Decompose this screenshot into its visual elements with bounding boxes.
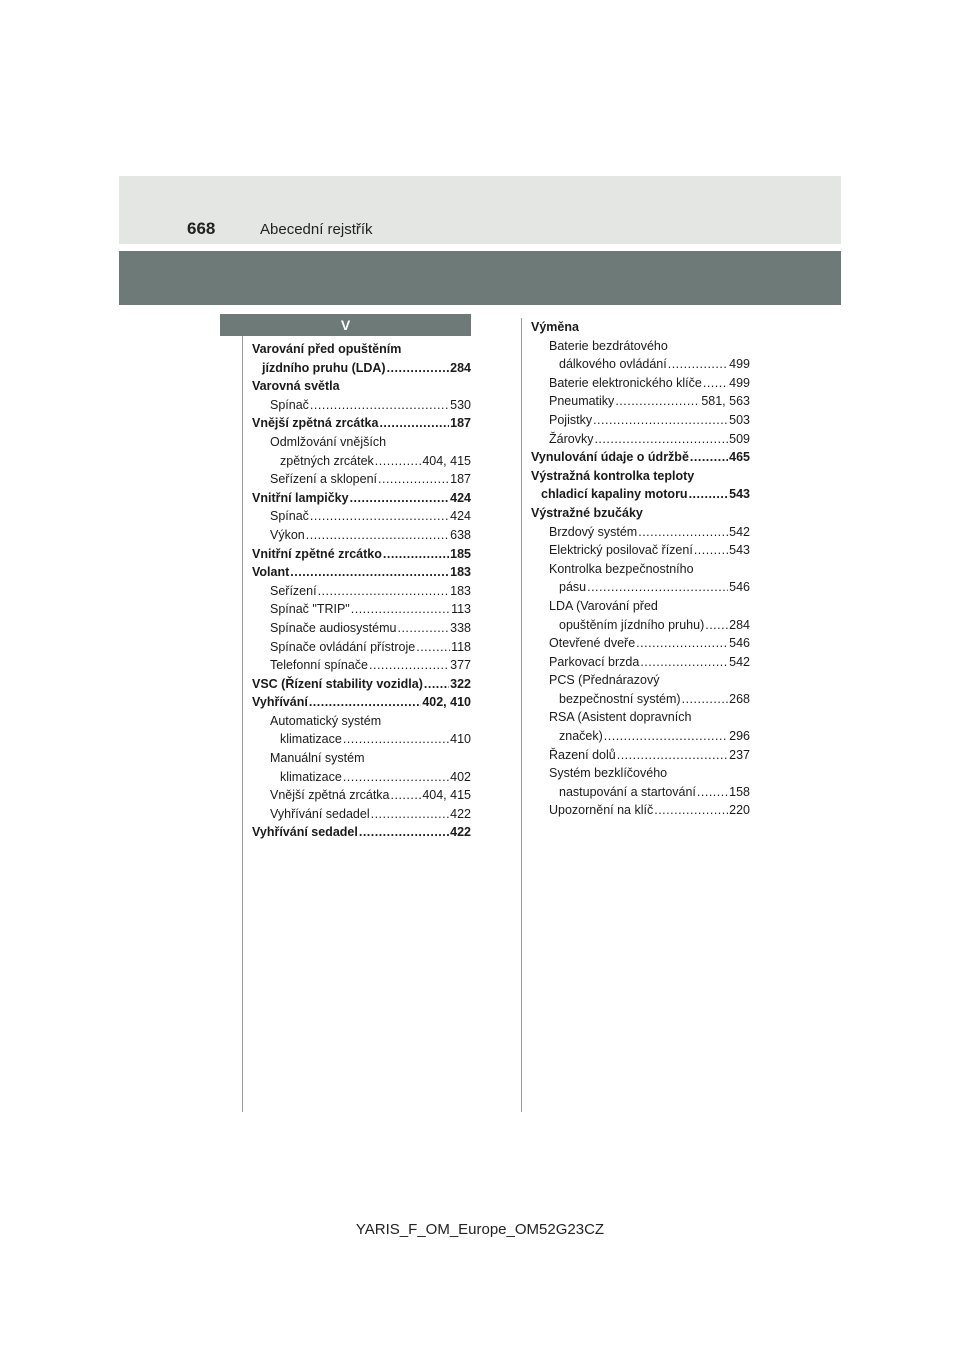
entry-label: jízdního pruhu (LDA): [262, 360, 386, 375]
entry-page-ref: 424: [450, 490, 471, 505]
entry-label: Upozornění na klíč: [549, 803, 654, 818]
entry-label: Pneumatiky: [549, 394, 615, 409]
entry-page-ref: 542: [729, 524, 750, 539]
dot-leader: [689, 485, 729, 504]
entry-page-ref: 404, 415: [422, 453, 471, 468]
index-entry: [531, 411, 750, 430]
entry-page-ref: 237: [729, 747, 750, 762]
index-entry: [252, 470, 471, 489]
dot-leader: [310, 396, 449, 415]
index-entry: [252, 768, 471, 787]
index-entry: [531, 578, 750, 597]
entry-page-ref: 530: [450, 397, 471, 412]
index-entry: [531, 634, 750, 653]
index-entry: [531, 801, 750, 820]
dot-leader: [705, 616, 728, 635]
dot-leader: [318, 582, 450, 601]
index-entry: [252, 730, 471, 749]
index-entry: [252, 545, 471, 564]
entry-label: chladicí kapaliny motoru: [541, 487, 688, 502]
index-entry: [252, 823, 471, 842]
entry-label: Otevřené dveře: [549, 636, 636, 651]
entry-label: dálkového ovládání: [559, 357, 667, 372]
index-entry: [531, 485, 750, 504]
index-entry: Systém bezklíčového: [549, 766, 668, 781]
index-entry: Výstražná kontrolka teploty: [531, 468, 695, 483]
entry-page-ref: 546: [729, 636, 750, 651]
entry-page-ref: 377: [450, 658, 471, 673]
entry-page-ref: 546: [729, 580, 750, 595]
index-entry: [531, 523, 750, 542]
entry-label: Vyhřívání sedadel: [270, 806, 370, 821]
dot-leader: [615, 392, 700, 411]
index-entry: [531, 690, 750, 709]
dot-leader: [638, 523, 728, 542]
entry-page-ref: 338: [450, 620, 471, 635]
entry-label: Vnější zpětná zrcátka: [252, 416, 379, 431]
index-entry: PCS (Přednárazový: [549, 673, 660, 688]
dot-leader: [617, 746, 728, 765]
dot-leader: [350, 489, 450, 508]
dot-leader: [587, 578, 728, 597]
entry-label: Seřízení: [270, 583, 317, 598]
entry-page-ref: 424: [450, 509, 471, 524]
entry-page-ref: 183: [450, 583, 471, 598]
index-entry: [252, 452, 471, 471]
dot-leader: [383, 545, 449, 564]
index-entry: LDA (Varování před: [549, 598, 658, 613]
entry-label: opuštěním jízdního pruhu): [559, 617, 705, 632]
dot-leader: [343, 730, 449, 749]
dot-leader: [416, 638, 450, 657]
index-entry: Varovná světla: [252, 379, 340, 394]
entry-page-ref: 422: [450, 825, 471, 840]
entry-label: Žárovky: [549, 431, 594, 446]
dot-leader: [379, 414, 449, 433]
entry-page-ref: 465: [729, 450, 750, 465]
index-entry: [252, 786, 471, 805]
entry-page-ref: 422: [450, 806, 471, 821]
dot-leader: [694, 541, 728, 560]
entry-page-ref: 118: [451, 639, 471, 654]
entry-label: Pojistky: [549, 412, 593, 427]
entry-label: Vyhřívání sedadel: [252, 825, 358, 840]
index-entry: Varování před opuštěním: [252, 342, 402, 356]
entry-label: Parkovací brzda: [549, 654, 640, 669]
entry-page-ref: 542: [729, 654, 750, 669]
index-entry: [252, 675, 471, 694]
index-entry: [252, 693, 471, 712]
entry-label: Spínač "TRIP": [270, 602, 350, 617]
index-entry: [531, 355, 750, 374]
entry-page-ref: 581, 563: [701, 394, 750, 409]
entry-label: zpětných zrcátek: [280, 453, 374, 468]
index-entry: [531, 653, 750, 672]
index-entry: [531, 746, 750, 765]
index-entry: [531, 616, 750, 635]
index-entry: [252, 359, 471, 378]
entry-label: Vyhřívání: [252, 695, 308, 710]
entry-page-ref: 185: [450, 546, 471, 561]
dot-leader: [594, 430, 728, 449]
dot-leader: [604, 727, 728, 746]
dot-leader: [593, 411, 728, 430]
entry-label: Spínač: [270, 509, 309, 524]
index-entry: [252, 396, 471, 415]
entry-label: klimatizace: [280, 769, 342, 784]
index-entry: [531, 541, 750, 560]
entry-page-ref: 499: [729, 357, 750, 372]
dot-leader: [636, 634, 728, 653]
entry-page-ref: 187: [450, 416, 471, 431]
dot-leader: [306, 526, 449, 545]
index-entry: [531, 430, 750, 449]
header-bar: [119, 251, 841, 305]
index-entry: [252, 526, 471, 545]
index-entry: [252, 489, 471, 508]
dot-leader: [654, 801, 728, 820]
entry-page-ref: 284: [450, 360, 471, 375]
entry-page-ref: 404, 415: [422, 788, 471, 803]
entry-label: klimatizace: [280, 732, 342, 747]
index-column-right: [531, 318, 750, 820]
entry-label: bezpečnostní systém): [559, 691, 681, 706]
index-entry: Kontrolka bezpečnostního: [549, 561, 694, 576]
dot-leader: [371, 805, 450, 824]
entry-label: Vnitřní lampičky: [252, 490, 349, 505]
entry-label: pásu: [559, 580, 587, 595]
header-band: [119, 176, 841, 244]
dot-leader: [424, 675, 449, 694]
entry-page-ref: 268: [729, 691, 750, 706]
entry-label: Elektrický posilovač řízení: [549, 543, 693, 558]
index-entry: [252, 507, 471, 526]
index-column-left: [252, 340, 471, 842]
entry-page-ref: 638: [450, 527, 471, 542]
entry-page-ref: 543: [729, 487, 750, 502]
entry-label: Telefonní spínače: [270, 658, 368, 673]
entry-label: Seřízení a sklopení: [270, 472, 378, 487]
page-number: 668: [187, 219, 216, 238]
entry-label: Spínač: [270, 397, 309, 412]
index-entry: RSA (Asistent dopravních: [549, 710, 692, 725]
index-entry: Odmlžování vnějších: [270, 434, 387, 449]
entry-page-ref: 296: [729, 729, 750, 744]
dot-leader: [351, 600, 450, 619]
index-entry: [531, 392, 750, 411]
entry-label: Vynulování údaje o údržbě: [531, 450, 689, 465]
entry-label: značek): [559, 729, 603, 744]
dot-leader: [668, 355, 728, 374]
dot-leader: [397, 619, 449, 638]
dot-leader: [697, 783, 728, 802]
index-entry: [252, 414, 471, 433]
entry-page-ref: 322: [450, 676, 471, 691]
entry-label: Baterie elektronického klíče: [549, 375, 702, 390]
dot-leader: [369, 656, 449, 675]
entry-label: nastupování a startování: [559, 784, 696, 799]
entry-label: Vnější zpětná zrcátka: [270, 788, 390, 803]
dot-leader: [359, 823, 449, 842]
index-entry: Výstražné bzučáky: [531, 505, 643, 520]
entry-page-ref: 183: [450, 565, 471, 580]
index-letter-heading: V: [220, 314, 471, 336]
dot-leader: [378, 470, 449, 489]
column-divider-right: [521, 318, 522, 1112]
index-entry: [531, 783, 750, 802]
dot-leader: [682, 690, 729, 709]
entry-label: Řazení dolů: [549, 747, 616, 762]
entry-page-ref: 113: [451, 602, 471, 617]
entry-page-ref: 499: [729, 375, 750, 390]
index-entry: Baterie bezdrátového: [549, 338, 668, 353]
document-code-footer: YARIS_F_OM_Europe_OM52G23CZ: [355, 1221, 605, 1238]
entry-label: Vnitřní zpětné zrcátko: [252, 546, 382, 561]
entry-page-ref: 187: [450, 472, 471, 487]
index-entry: [531, 448, 750, 467]
index-entry: [252, 619, 471, 638]
index-entry: [531, 727, 750, 746]
entry-page-ref: 402, 410: [422, 695, 471, 710]
dot-leader: [309, 693, 422, 712]
dot-leader: [343, 768, 449, 787]
index-entry: Manuální systém: [270, 751, 365, 766]
dot-leader: [387, 359, 450, 378]
entry-page-ref: 402: [450, 769, 471, 784]
dot-leader: [375, 452, 422, 471]
dot-leader: [703, 374, 728, 393]
entry-label: Spínače ovládání přístroje: [270, 639, 416, 654]
index-entry: [252, 600, 471, 619]
index-entry: [252, 656, 471, 675]
entry-page-ref: 284: [729, 617, 750, 632]
entry-page-ref: 158: [729, 784, 750, 799]
dot-leader: [290, 563, 449, 582]
entry-page-ref: 410: [450, 732, 471, 747]
entry-page-ref: 503: [729, 412, 750, 427]
entry-label: VSC (Řízení stability vozidla): [252, 676, 423, 691]
entry-label: Volant: [252, 565, 290, 580]
index-entry: [252, 563, 471, 582]
entry-page-ref: 220: [729, 803, 750, 818]
dot-leader: [640, 653, 728, 672]
index-entry: [252, 582, 471, 601]
entry-label: Brzdový systém: [549, 524, 638, 539]
column-divider-left: [242, 336, 243, 1112]
index-entry: Výměna: [531, 320, 579, 334]
dot-leader: [391, 786, 422, 805]
index-entry: [252, 638, 471, 657]
entry-label: Výkon: [270, 527, 305, 542]
dot-leader: [690, 448, 728, 467]
entry-page-ref: 543: [729, 543, 750, 558]
entry-label: Spínače audiosystému: [270, 620, 397, 635]
index-entry: Automatický systém: [270, 713, 382, 728]
entry-page-ref: 509: [729, 431, 750, 446]
section-title: Abecední rejstřík: [260, 221, 373, 238]
index-entry: [252, 805, 471, 824]
dot-leader: [310, 507, 449, 526]
index-entry: [531, 374, 750, 393]
